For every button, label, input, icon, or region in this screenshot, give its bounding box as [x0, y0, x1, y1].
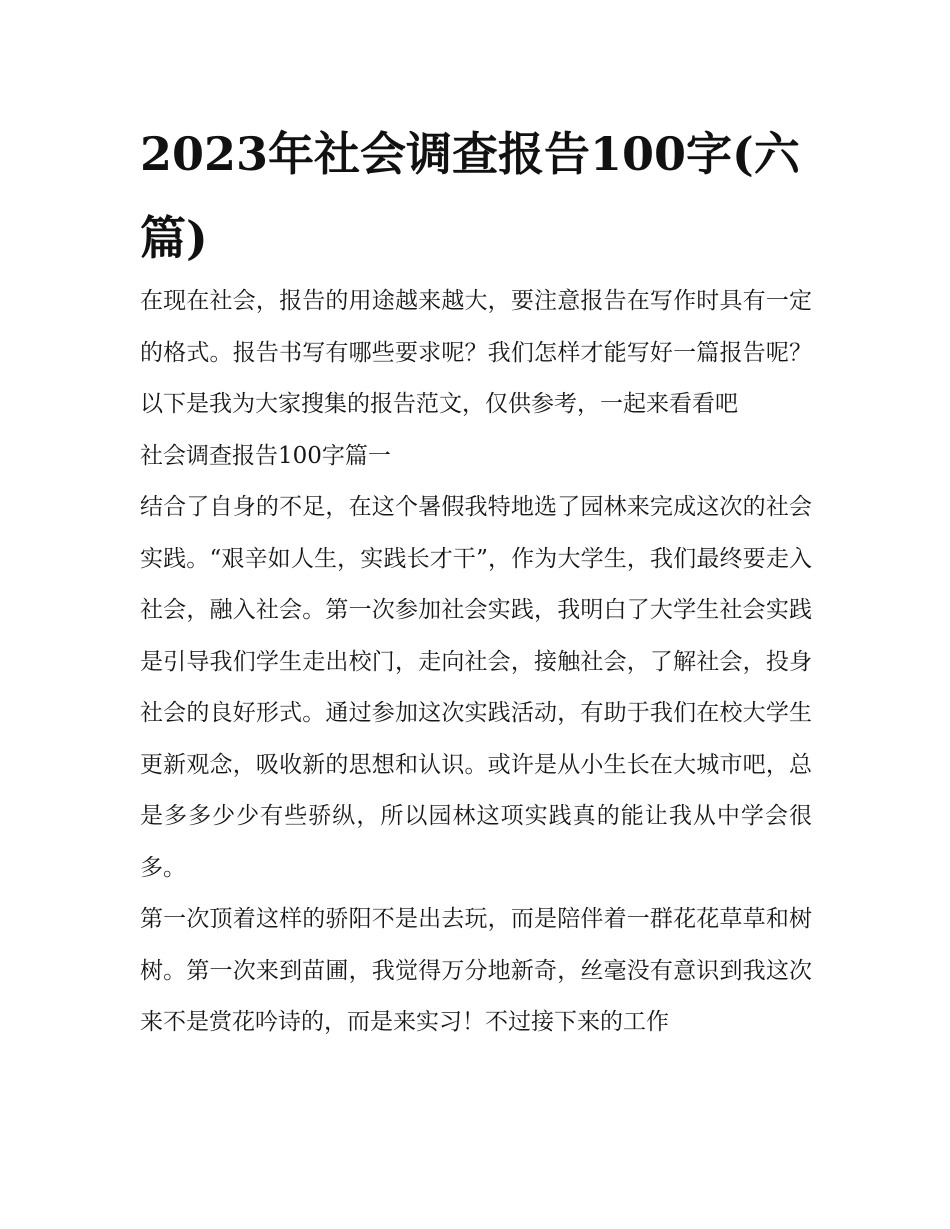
body-paragraph: 结合了自身的不足，在这个暑假我特地选了园林来完成这次的社会实践。“艰辛如人生，实践长才干”，作为大学生，我们最终要走入社会，融入社会。第一次参加社会实践，我明白了大学生社会实践是引导我们学生走出校门，走向社会，接触社会，了解社会，投身社会的良好形式。通过参加这次实践活动，有助于我们在校大学生更新观念，吸收新的思想和认识。或许是从小生长在大城市吧，总是多多少少有些骄纵，所以园林这项实践真的能让我从中学会很多。 — [140, 494, 812, 881]
intro-paragraph: 在现在社会，报告的用途越来越大，要注意报告在写作时具有一定的格式。报告书写有哪些要求呢？我们怎样才能写好一篇报告呢？以下是我为大家搜集的报告范文，仅供参考，一起来看看吧 — [140, 288, 812, 417]
page-title: 2023年社会调查报告100字(六篇) — [140, 127, 800, 265]
document-body — [140, 276, 812, 1049]
body-paragraph: 第一次顶着这样的骄阳不是出去玩，而是陪伴着一群花花草草和树树。第一次来到苗圃，我觉得万分地新奇，丝毫没有意识到我这次来不是赏花吟诗的，而是来实习！不过接下来的工作 — [140, 906, 812, 1035]
section-heading: 社会调查报告100字篇一 — [140, 442, 391, 469]
